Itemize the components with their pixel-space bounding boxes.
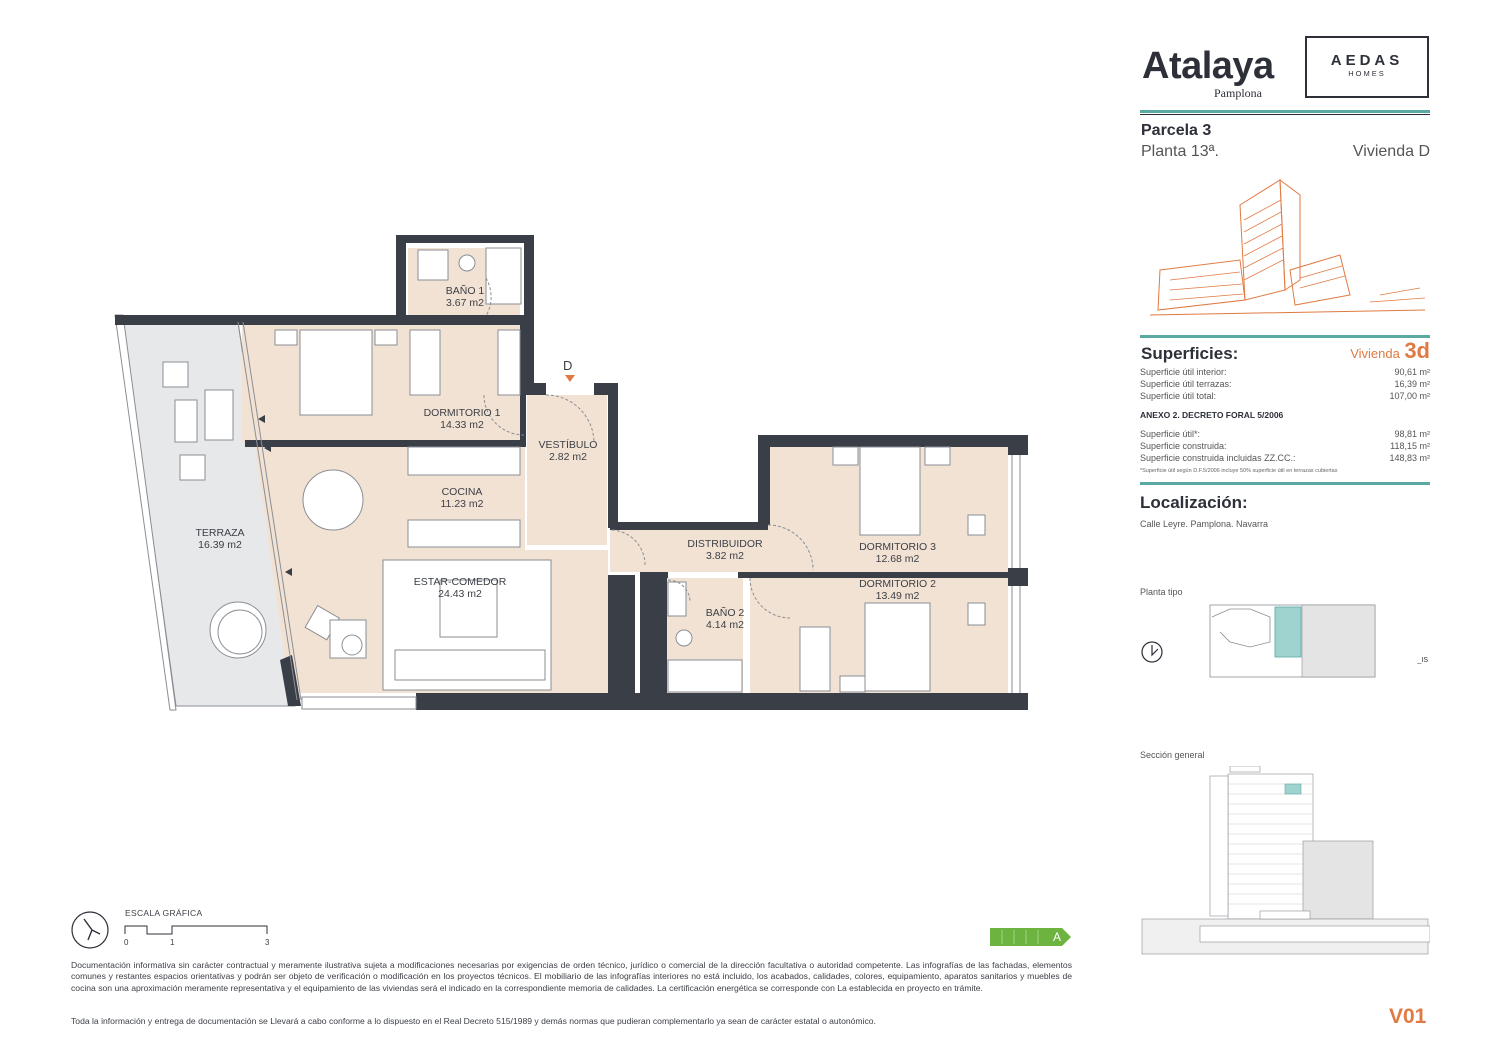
energy-rating-label: A [1053,930,1062,944]
room-label: TERRAZA 16.39 m2 [195,527,245,551]
aedas-logo: AEDAS HOMES [1305,36,1429,98]
room-label: BAÑO 2 4.14 m2 [705,607,745,631]
anexo-row: Superficie construida incluidas ZZ.CC.: 148,83 m² [1140,453,1430,463]
superficies-title: Superficies: [1141,344,1239,363]
superficie-footnote: *Superficie útil según D.F.5/2006 incluye 50% superficie útil en terrazas cubiertas [1140,468,1338,474]
parcela-label: Parcela 3 [1141,122,1212,139]
vivienda-label: Vivienda D [1352,143,1430,160]
entrance-arrow-icon [565,375,575,382]
scale-title: ESCALA GRÁFICA [125,908,203,918]
planta-tipo-label: Planta tipo [1140,587,1183,597]
room-label: DISTRIBUIDOR 3.82 m2 [687,538,763,562]
legal-note: Toda la información y entrega de documentación se Llevará a cabo conforme a lo dispuesto en el Real Decreto 515/1989 y demás normas que pudieran complementarlo ya sean de carácter estatal o autonómico. [71,1016,876,1026]
planta-tipo-map [1140,597,1430,692]
building-sketch [1140,170,1430,320]
brand-name: Atalaya [1142,45,1274,87]
page-code: V01 [1389,1005,1427,1028]
superficies-list [1140,366,1430,402]
superficie-row: Superficie útil interior: 90,61 m² [1140,367,1430,377]
brand-city: Pamplona [1214,86,1262,100]
room-label: DORMITORIO 1 14.33 m2 [423,407,501,431]
room-label: COCINA 11.23 m2 [440,486,484,510]
room-label: VESTÍBULO 2.82 m2 [538,439,598,463]
planta-label: Planta 13ª. [1141,143,1219,160]
scale-bar [122,922,272,936]
superficie-row: Superficie útil total: 107,00 m² [1140,391,1430,401]
seccion-diagram [1140,766,1430,966]
scale-tick: 3 [265,938,270,947]
room-label: DORMITORIO 3 12.68 m2 [859,541,936,565]
anexo-row: Superficie útil*: 98,81 m² [1140,429,1430,439]
room-label: BAÑO 1 3.67 m2 [445,285,485,309]
planta-tipo-code: _IS [1417,657,1428,664]
superficie-row: Superficie útil terrazas: 16,39 m² [1140,379,1430,389]
room-label: ESTAR-COMEDOR 24.43 m2 [413,576,507,600]
anexo-row: Superficie construida: 118,15 m² [1140,441,1430,451]
door-marker: D [563,358,573,373]
localizacion-address: Calle Leyre. Pamplona. Navarra [1140,519,1269,529]
scale-tick: 1 [170,938,175,947]
disclaimer: Documentación informativa sin carácter contractual y meramente ilustrativa sujeta a modificaciones necesarias por exigencias de orden técnico, jurídico o comercial de la dirección facultativa o autoridad competente. Las infografías de las fachadas, elementos comunes y restantes espacios orientativas y podrán ser objeto de verificación o modificación en los proyectos técnicos. El mobiliario de las infografías interiores no está incluido, los acabados, calidades, colores, equipamiento, aparatos sanitarios y muebles de cocina son una aproximación meramente representativa y el equipamiento de las viviendas será el indicado en la correspondiente memoria de calidades. La certificación energética se corresponde con La establecida en proyecto en trámite. [71,960,1072,993]
localizacion-title: Localización: [1140,493,1248,512]
info-panel [1140,30,1430,966]
anexo-title: ANEXO 2. DECRETO FORAL 5/2006 [1140,410,1284,420]
room-label: DORMITORIO 2 13.49 m2 [859,578,936,602]
north-compass-icon [70,910,110,950]
seccion-label: Sección general [1140,750,1205,760]
anexo-list [1140,428,1430,464]
scale-tick: 0 [124,938,129,947]
vivienda-type: Vivienda 3d [1350,338,1430,363]
